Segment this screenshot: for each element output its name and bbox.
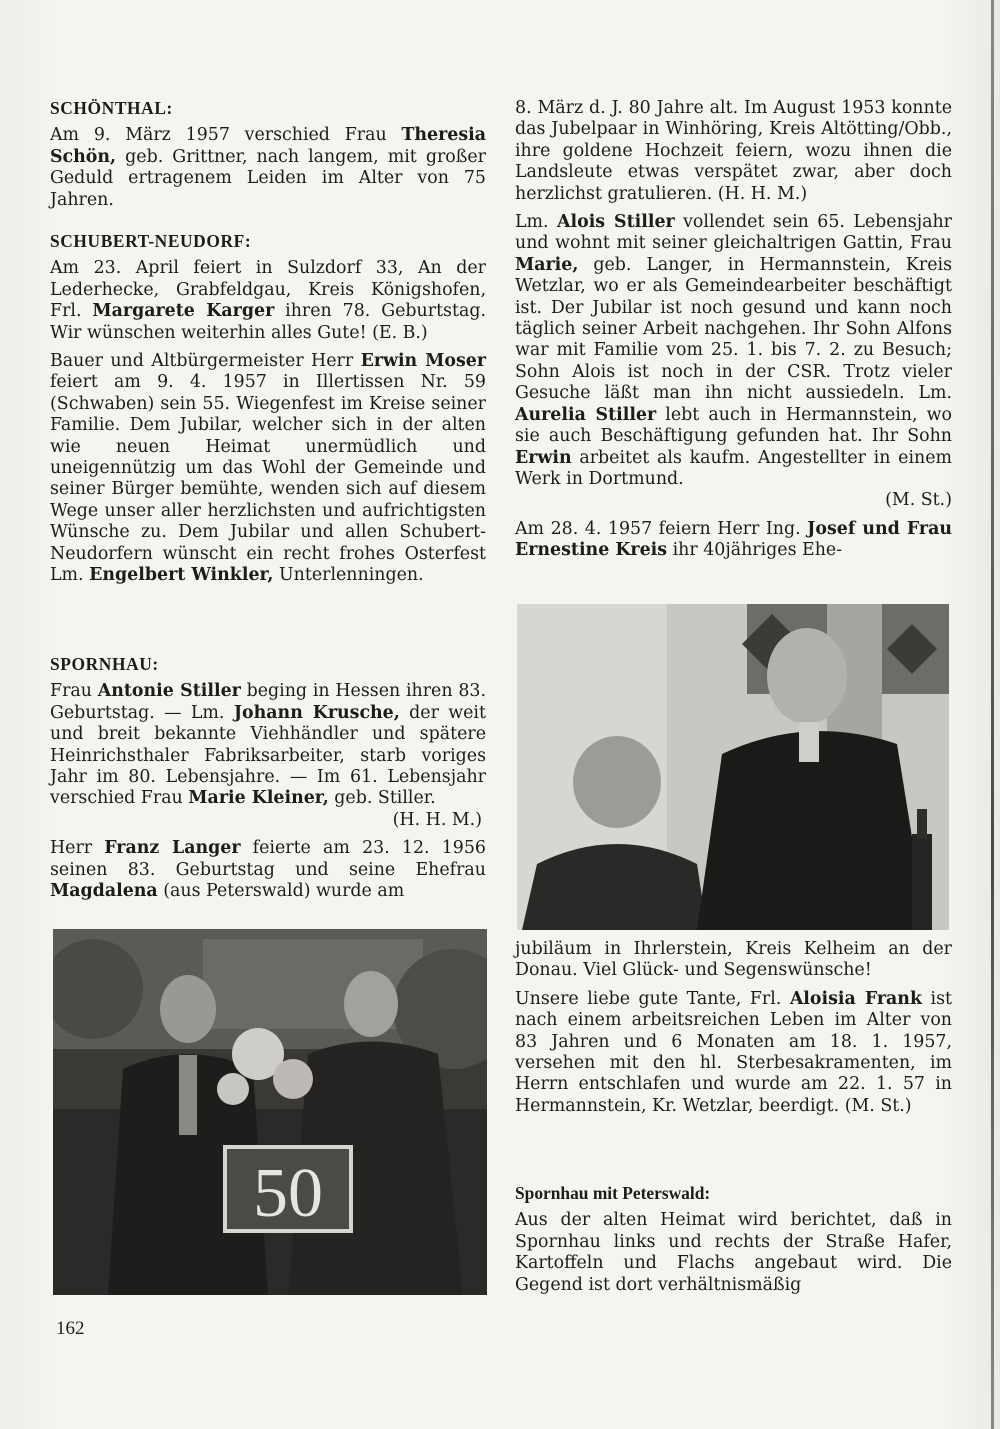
heading-schoenthal: SCHÖNTHAL: <box>50 98 173 118</box>
paragraph: Am 23. April feiert in Sulzdorf 33, An der Lederhecke, Grabfeldgau, Kreis Königshofen, Frl. Margarete Karger ihren 78. Geburtstag. Wir wünschen weiterhin alles Gute! (E. B.) <box>50 258 487 343</box>
section-after-photo <box>515 939 952 1124</box>
section-schubert-neudorf <box>50 231 486 594</box>
section-spornhau-peterswald <box>515 1183 952 1303</box>
paragraph: Lm. Alois Stiller vollendet sein 65. Lebensjahr und wohnt mit seiner gleichaltrigen Gattin, Frau Marie, geb. Langer, in Hermannstein, Kreis Wetzlar, wo er als Gemeindearbeiter beschäftigt ist. Der Jubilar ist noch gesund und kann noch täglich seiner Arbeit nachgehen. Ihr Sohn Alfons war mit Familie vom 25. 1. bis 7. 2. zu Besuch; Sohn Alois ist noch in der CSR. Trotz vieler Gesuche läßt man ihn nicht aussiedeln. Lm. Aurelia Stiller lebt auch in Hermannstein, wo sie auch Beschäftigung gefunden hat. Ihr Sohn Erwin arbeitet als kaufm. Angestellter in einem Werk in Dortmund. <box>515 212 952 489</box>
paragraph: Am 9. März 1957 verschied Frau Theresia Schön, geb. Grittner, nach langem, mit großer Geduld ertragenem Leiden im Alter von 75 Jahren. <box>50 125 486 210</box>
section-spornhau <box>50 654 486 909</box>
photo-elderly-couple <box>517 604 949 930</box>
paragraph: 8. März d. J. 80 Jahre alt. Im August 1953 konnte das Jubelpaar in Winhöring, Kreis Altötting/Obb., ihre goldene Hochzeit feiern, wozu ihnen die Landsleute etwas verspätet zwar, aber doch herzlichst gratulieren. (H. H. M.) <box>515 98 952 204</box>
page-edge <box>991 0 994 1429</box>
paragraph: Herr Franz Langer feierte am 23. 12. 1956 seinen 83. Geburtstag und seine Ehefrau Magdalena (aus Peterswald) wurde am <box>50 838 486 902</box>
paragraph: Bauer und Altbürgermeister Herr Erwin Moser feiert am 9. 4. 1957 in Illertissen Nr. 59 (Schwaben) sein 55. Wiegenfest im Kreise seiner Familie. Dem Jubilar, welcher sich in der alten wie neuen Heimat unermüdlich und uneigennützig um das Wohl der Gemeinde und seiner Bürger bemühte, wenden sich auf diesem Wege unser aller herzlichsten und aufrichtigsten Wünsche zu. Dem Jubilar und allen Schubert-Neudorfern wünscht ein recht frohes Osterfest Lm. Engelbert Winkler, Unterlenningen. <box>50 351 487 586</box>
page-number: 162 <box>56 1318 85 1339</box>
photo-golden-wedding-couple <box>53 929 487 1295</box>
paragraph: Frau Antonie Stiller beging in Hessen ihren 83. Geburtstag. — Lm. Johann Krusche, der weit und breit bekannte Viehhändler und spätere Heinrichsthaler Fabriksarbeiter, starb voriges Jahr im 80. Lebensjahre. — Im 61. Lebensjahr verschied Frau Marie Kleiner, geb. Stiller. <box>50 681 486 809</box>
heading-spornhau-peterswald: Spornhau mit Peterswald: <box>515 1183 711 1203</box>
photo-image <box>53 929 487 1295</box>
section-schoenthal <box>50 98 486 218</box>
signature: (M. St.) <box>885 490 952 511</box>
paragraph: Am 28. 4. 1957 feiern Herr Ing. Josef und Frau Ernestine Kreis ihr 40jähriges Ehe- <box>515 518 952 561</box>
section-continuation <box>515 98 952 569</box>
signature: (H. H. M.) <box>392 809 482 830</box>
paragraph: Unsere liebe gute Tante, Frl. Aloisia Frank ist nach einem arbeitsreichen Leben im Alter von 83 Jahren und 6 Monaten am 18. 1. 1957, versehen mit den hl. Sterbesakramenten, im Herrn entschlafen und wurde am 22. 1. 57 in Hermannstein, Kr. Wetzlar, beerdigt. (M. St.) <box>515 988 952 1116</box>
paragraph: Aus der alten Heimat wird berichtet, daß in Spornhau links und rechts der Straße Hafer, Kartoffeln und Flachs angebaut wird. Die Gegend ist dort verhältnismäßig <box>515 1210 952 1295</box>
photo-image <box>517 604 949 930</box>
heading-spornhau: SPORNHAU: <box>50 654 159 674</box>
sign-number: 50 <box>253 1155 323 1232</box>
heading-schubert-neudorf: SCHUBERT-NEUDORF: <box>50 231 252 251</box>
paragraph: jubiläum in Ihrlerstein, Kreis Kelheim an der Donau. Viel Glück- und Segenswünsche! <box>515 939 952 981</box>
